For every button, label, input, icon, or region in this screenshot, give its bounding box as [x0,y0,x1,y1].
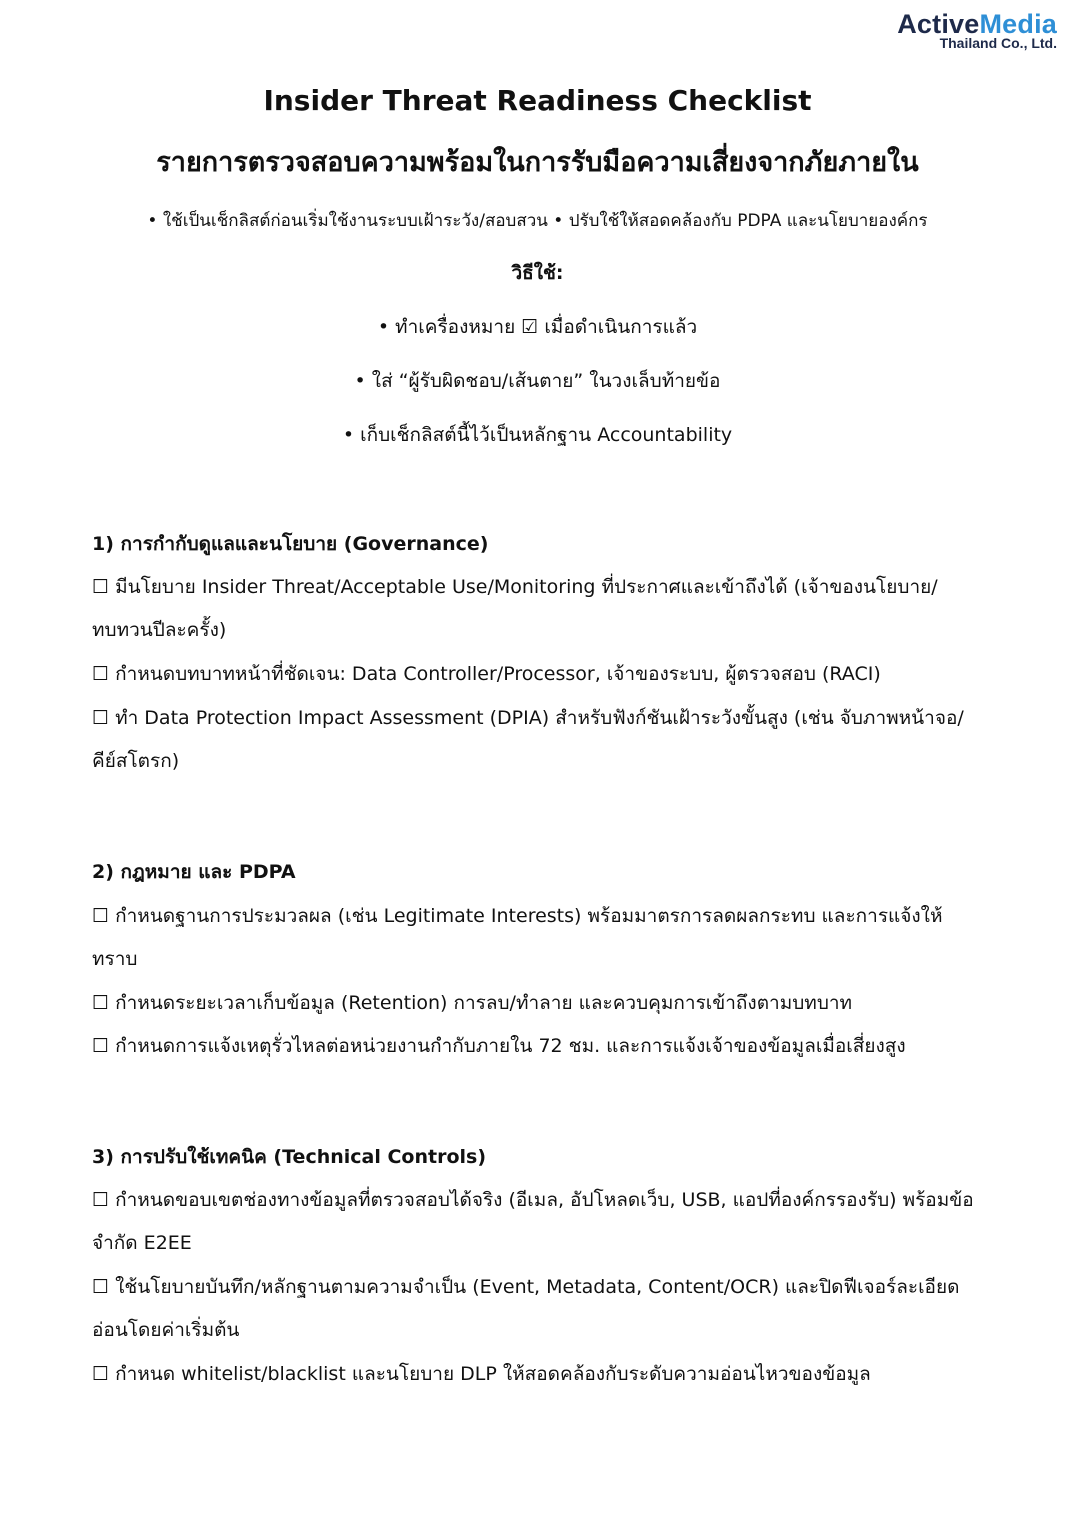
checklist-item: ☐ กำหนด whitelist/blacklist และนโยบาย DLP ให้สอดคล้องกับระดับความอ่อนไหวของข้อมูล [92,1363,871,1385]
company-logo [827,10,1057,50]
checklist-item: ☐ กำหนดบทบาทหน้าที่ชัดเจน: Data Controller/Processor, เจ้าของระบบ, ผู้ตรวจสอบ (RACI) [92,663,881,685]
logo-subtitle: Thailand Co., Ltd. [939,35,1057,51]
checklist-item: ☐ มีนโยบาย Insider Threat/Acceptable Use/Monitoring ที่ประกาศและเข้าถึงได้ (เจ้าของนโยบาย/ทบทวนปีละครั้ง) [92,576,938,641]
checklist-item: ☐ กำหนดฐานการประมวลผล (เช่น Legitimate Interests) พร้อมมาตรการลดผลกระทบ และการแจ้งให้ทราบ [92,905,943,970]
howto-label: วิธีใช้: [511,262,564,284]
checklist-item: ☐ กำหนดการแจ้งเหตุรั่วไหลต่อหน่วยงานกำกับภายใน 72 ชม. และการแจ้งเจ้าของข้อมูลเมื่อเสี่ยงสูง [92,1035,906,1057]
title-thai: รายการตรวจสอบความพร้อมในการรับมือความเสี่ยงจากภัยภายใน [156,147,919,178]
checklist-item: ☐ กำหนดระยะเวลาเก็บข้อมูล (Retention) การลบ/ทำลาย และควบคุมการเข้าถึงตามบทบาท [92,992,853,1014]
title-english: Insider Threat Readiness Checklist [263,84,812,117]
logo-brand-media: Media [979,9,1057,39]
howto-item: • ทำเครื่องหมาย ☑ เมื่อดำเนินการแล้ว [377,316,698,338]
logo-brand-active: Active [897,9,980,39]
section-heading-technical: 3) การปรับใช้เทคนิค (Technical Controls) [92,1146,487,1168]
checklist-item: ☐ ทำ Data Protection Impact Assessment (DPIA) สำหรับฟังก์ชันเฝ้าระวังขั้นสูง (เช่น จับภาพหน้าจอ/คีย์สโตรก) [92,707,964,772]
logo-wordmark [827,10,1057,38]
section-heading-governance: 1) การกำกับดูแลและนโยบาย (Governance) [92,533,489,555]
checklist-item: ☐ กำหนดขอบเขตช่องทางข้อมูลที่ตรวจสอบได้จริง (อีเมล, อัปโหลดเว็บ, USB, แอปที่องค์กรรองรับ) พร้อมข้อจำกัด E2EE [92,1189,974,1254]
howto-item: • เก็บเช็กลิสต์นี้ไว้เป็นหลักฐาน Accountability [342,424,733,446]
checklist-item: ☐ ใช้นโยบายบันทึก/หลักฐานตามความจำเป็น (Event, Metadata, Content/OCR) และปิดฟีเจอร์ละเอียดอ่อนโดยค่าเริ่มต้น [92,1276,960,1341]
section-heading-pdpa: 2) กฎหมาย และ PDPA [92,861,296,883]
howto-item: • ใส่ “ผู้รับผิดชอบ/เส้นตาย” ในวงเล็บท้ายข้อ [354,370,721,392]
usage-note: • ใช้เป็นเช็กลิสต์ก่อนเริ่มใช้งานระบบเฝ้าระวัง/สอบสวน • ปรับใช้ให้สอดคล้องกับ PDPA และนโยบายองค์กร [147,211,928,231]
